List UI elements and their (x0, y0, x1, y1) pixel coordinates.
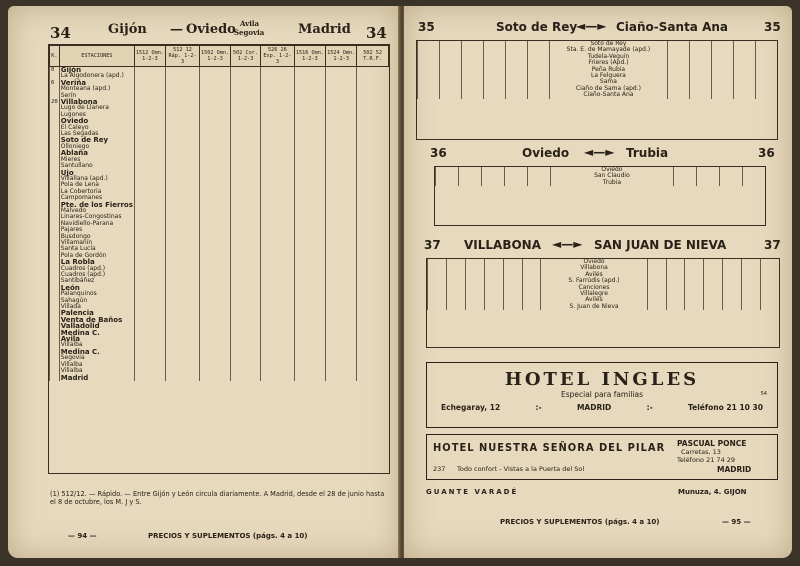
table-row (50, 375, 389, 381)
main-timetable (48, 44, 390, 474)
time-cell (260, 375, 294, 381)
table-row (436, 180, 766, 186)
t35-from: Soto de Rey (496, 20, 578, 34)
station-name: Villalegre (541, 291, 647, 297)
time-cell (428, 304, 447, 310)
station-name: Malvedo (59, 208, 134, 214)
station-name: Pola de Lena (59, 182, 134, 188)
route-from: Gijón (108, 22, 147, 37)
time-cell (690, 92, 712, 98)
time-cell (761, 304, 779, 310)
station-name: La Cobertoria (59, 189, 134, 195)
t37-from: VILLABONA (464, 238, 542, 252)
t36-number-right: 36 (758, 146, 775, 160)
station-name: Segovia (59, 355, 134, 361)
station-name: Cuadros (apd.) (59, 272, 134, 278)
station-name: Villabona (59, 99, 134, 105)
station-name: Gijón (59, 67, 134, 74)
km-cell: 6 (50, 80, 60, 86)
left-page-footer-number: — 94 — (68, 532, 97, 540)
hotel-ingles-sep2: :- (646, 403, 653, 412)
hotel-pilar-code: 237 (433, 465, 446, 473)
time-cell (166, 375, 200, 381)
station-name: Linares-Congostinas (59, 214, 134, 220)
time-cell (505, 92, 527, 98)
station-name: León (59, 285, 134, 291)
station-name: Frieres (Apd.) (549, 60, 667, 66)
t37-number: 37 (424, 238, 441, 252)
time-cell (357, 375, 389, 381)
time-cell (704, 304, 723, 310)
hotel-ingles-phone: Teléfono 21 10 30 (688, 403, 763, 412)
time-cell (294, 67, 325, 74)
station-name: Olloniego (59, 144, 134, 150)
col-header: 1524 Omn. 1-2-3 (326, 46, 357, 67)
hotel-ingles-subtitle: Especial para familias (560, 390, 643, 399)
station-name: Serín (59, 93, 134, 99)
t36-table (434, 166, 766, 226)
station-name: Avilés (541, 272, 647, 278)
station-name: Busdongo (59, 234, 134, 240)
station-name: Villalba (59, 368, 134, 374)
route-mid-bottom: Segovia (234, 28, 265, 37)
hotel-pilar-ad (426, 434, 778, 480)
table-row (418, 92, 778, 98)
station-name: S. Farrúdis (apd.) (541, 278, 647, 284)
km-cell: 0 (50, 67, 60, 74)
time-cell (712, 92, 734, 98)
guante-varade-address: Munuza, 4. GIJON (678, 488, 747, 496)
time-cell (720, 180, 743, 186)
footnote: (1) 512/12. — Rápido. — Entre Gijón y León circula diariamente. A Madrid, desde el 28 de junio hasta el 8 de octubre, los M. J y S. (50, 490, 385, 506)
station-name: Soto de Rey (549, 41, 667, 47)
station-name: Canciones (541, 285, 647, 291)
station-name: Tudela-Veguín (549, 54, 667, 60)
left-page (8, 6, 400, 558)
time-cell (674, 180, 697, 186)
hotel-ingles-address: Echegaray, 12 (441, 403, 501, 412)
route-to: Madrid (298, 22, 351, 37)
hotel-ingles-ad (426, 362, 778, 428)
t36-from: Oviedo (522, 146, 570, 160)
time-cell (357, 67, 389, 74)
t37-number-right: 37 (764, 238, 781, 252)
time-cell (294, 375, 325, 381)
col-header: K. (50, 46, 60, 67)
station-name: Peña Rubia (549, 67, 667, 73)
station-name: Madrid (59, 375, 134, 381)
station-name: Villabona (541, 265, 647, 271)
route-via: Oviedo (186, 22, 236, 37)
station-name: Oviedo (550, 167, 673, 173)
right-page-footer-text: PRECIOS Y SUPLEMENTOS (págs. 4 a 10) (500, 518, 660, 526)
station-name: Venta de Baños (59, 317, 134, 323)
station-name: La Robla (59, 259, 134, 265)
time-cell (418, 92, 440, 98)
time-cell (200, 67, 231, 74)
hotel-pilar-tagline: Todo confort - Vistas a la Puerta del Sol (457, 465, 585, 473)
station-name: Pola de Gordón (59, 253, 134, 259)
t35-arrow: ◄—► (576, 19, 607, 33)
time-cell (461, 92, 483, 98)
hotel-pilar-city: MADRID (717, 465, 752, 474)
route-arrow-1: — (170, 22, 183, 37)
station-name: Villada (59, 304, 134, 310)
time-cell (260, 67, 294, 74)
station-name: Navidiello-Parana (59, 221, 134, 227)
time-cell (458, 180, 481, 186)
station-name: Ciaño de Sama (apd.) (549, 86, 667, 92)
station-name: Oviedo (541, 259, 647, 265)
time-cell (527, 92, 549, 98)
station-name: Sama (549, 79, 667, 85)
station-name: Villamanín (59, 240, 134, 246)
time-cell (723, 304, 742, 310)
station-name: Las Segadas (59, 131, 134, 137)
station-name: Oviedo (59, 118, 134, 124)
time-cell (742, 180, 765, 186)
hotel-pilar-street: Carretas, 13 (681, 448, 721, 456)
station-name: Lugo de Llanera (59, 105, 134, 111)
route-mid-top: Avila (240, 19, 260, 28)
station-name: Cuadros (apd.) (59, 266, 134, 272)
time-cell (439, 92, 461, 98)
station-name: Palanquinos (59, 291, 134, 297)
col-header: 502 Cor. 1-2-3 (231, 46, 261, 67)
time-cell (134, 375, 165, 381)
time-cell (465, 304, 484, 310)
col-header: 1516 Omn. 1-2-3 (294, 46, 325, 67)
time-cell (647, 304, 666, 310)
time-cell (326, 375, 357, 381)
hotel-ingles-city: MADRID (576, 403, 612, 412)
time-cell (446, 304, 465, 310)
station-name: Soto de Rey (59, 137, 134, 143)
hotel-ingles-code: 54 (760, 391, 767, 397)
t35-number-right: 35 (764, 20, 781, 34)
time-cell (481, 180, 504, 186)
left-page-number: 34 (50, 24, 71, 42)
km-cell (50, 375, 60, 381)
t37-table (426, 258, 780, 348)
station-name: Avilés (541, 297, 647, 303)
station-name: Villalba (59, 362, 134, 368)
t36-to: Trubia (626, 146, 669, 160)
station-name: Santa Lucía (59, 246, 134, 252)
station-name: Ujo (59, 170, 134, 176)
time-cell (483, 92, 505, 98)
time-cell (522, 304, 541, 310)
right-page (404, 6, 792, 558)
time-cell (166, 67, 200, 74)
station-name: Mieres (59, 157, 134, 163)
guante-varade-ad: GUANTE VARADÉ (426, 488, 519, 496)
station-name: Avila (59, 336, 134, 342)
station-name: Sta. E. de Mamayade (apd.) (549, 47, 667, 53)
station-name: San Claudio (550, 173, 673, 179)
t35-number: 35 (418, 20, 435, 34)
table-row (428, 304, 780, 310)
t37-arrow: ◄—► (552, 237, 583, 251)
time-cell (668, 92, 690, 98)
hotel-pilar-owner: PASCUAL PONCE (677, 439, 747, 448)
col-header: 512 12 Ráp. 1-2-3 (166, 46, 200, 67)
station-name: Valladolid (59, 323, 134, 329)
station-name: Veriña (59, 80, 134, 86)
time-cell (504, 180, 527, 186)
time-cell (231, 67, 261, 74)
station-name: Medina C. (59, 349, 134, 355)
station-name: Ciaño-Santa Ana (549, 92, 667, 98)
col-header: ESTACIONES (59, 46, 134, 67)
station-name: Palencia (59, 310, 134, 316)
left-page-number-right: 34 (366, 24, 387, 42)
time-cell (685, 304, 704, 310)
station-name: Villallana (apd.) (59, 176, 134, 182)
time-cell (231, 375, 261, 381)
station-name: Pajares (59, 227, 134, 233)
time-cell (755, 92, 777, 98)
time-cell (697, 180, 720, 186)
station-name: Lugones (59, 112, 134, 118)
time-cell (326, 67, 357, 74)
time-cell (666, 304, 685, 310)
t35-to: Ciaño-Santa Ana (616, 20, 729, 34)
col-header: 526 26 Exp. 1-2-3 (260, 46, 294, 67)
left-page-footer-text: PRECIOS Y SUPLEMENTOS (págs. 4 a 10) (148, 532, 308, 540)
station-name: Pte. de los Fierros (60, 200, 133, 209)
station-name: El Caleyo (59, 125, 134, 131)
hotel-pilar-title: HOTEL NUESTRA SEÑORA DEL PILAR (433, 441, 666, 454)
col-header: 1502 Omn. 1-2-3 (200, 46, 231, 67)
km-cell: 20 (51, 99, 58, 106)
station-name: Villalba (59, 342, 134, 348)
time-cell (436, 180, 459, 186)
time-cell (503, 304, 522, 310)
station-name: La Felguera (549, 73, 667, 79)
station-name: Campomanes (59, 195, 134, 201)
station-name: Monteana (apd.) (59, 86, 134, 92)
time-cell (484, 304, 503, 310)
station-name: Santibáñez (59, 278, 134, 284)
t36-arrow: ◄—► (584, 145, 615, 159)
time-cell (527, 180, 550, 186)
time-cell (200, 375, 231, 381)
hotel-pilar-phone: Teléfono 21 74 29 (677, 456, 736, 464)
col-header: 1512 Omn. 1-2-3 (134, 46, 165, 67)
hotel-ingles-title: HOTEL INGLES (504, 369, 700, 390)
t37-to: SAN JUAN DE NIEVA (594, 238, 727, 252)
right-page-footer-number: — 95 — (722, 518, 751, 526)
station-name: Ablaña (59, 150, 134, 156)
t36-number: 36 (430, 146, 447, 160)
station-name: Sahagún (59, 298, 134, 304)
station-name: Medina C. (59, 330, 134, 336)
station-name: La Algodonera (apd.) (59, 73, 134, 79)
station-name: Santullano (59, 163, 134, 169)
hotel-ingles-sep1: :- (535, 403, 542, 412)
time-cell (134, 67, 165, 74)
col-header: 502 52 T.R.F. (357, 46, 389, 67)
station-name: Trubia (550, 180, 673, 186)
time-cell (742, 304, 761, 310)
station-name: S. Juan de Nieva (541, 304, 647, 310)
t35-table (416, 40, 778, 140)
time-cell (733, 92, 755, 98)
